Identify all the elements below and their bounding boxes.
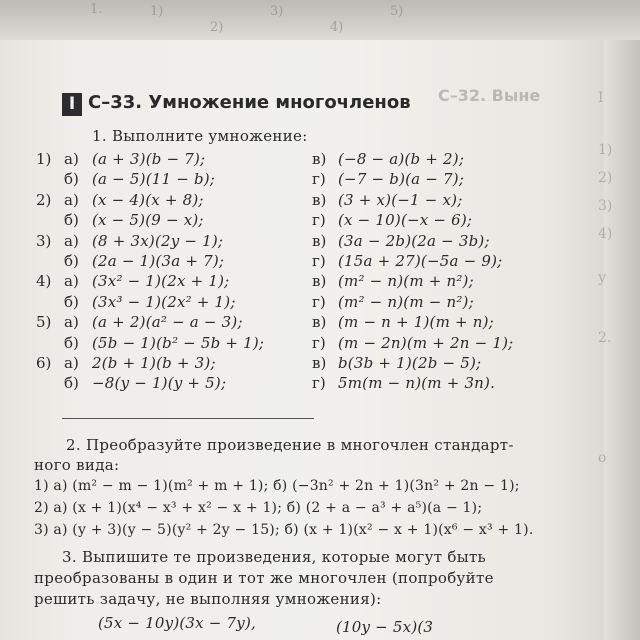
expression: (3 + x)(−1 − x); (338, 191, 463, 209)
task2-line: 1) а) (m² − m − 1)(m² + m + 1); б) (−3n² + 2n + 1)(3n² + 2n − 1); (34, 478, 520, 494)
item-label: в) (312, 354, 327, 372)
expression: (3x³ − 1)(2x² + 1); (92, 293, 236, 311)
expression: (m² − n)(m + n²); (338, 272, 474, 290)
previous-page-fragment: 4) (330, 20, 344, 35)
expression: (a + 3)(b − 7); (92, 150, 206, 168)
next-page-fragment: о (598, 450, 607, 466)
item-label: а) (64, 232, 79, 250)
next-page-fragment: у (598, 270, 607, 286)
next-page-fragment: 3) (598, 198, 613, 214)
expression: (3a − 2b)(2a − 3b); (338, 232, 490, 250)
next-page-fragment: 4) (598, 226, 613, 242)
task3-expression: (10y − 5x)(3 (336, 618, 434, 636)
item-label: в) (312, 232, 327, 250)
item-label: г) (312, 252, 326, 270)
item-label: г) (312, 374, 326, 392)
item-label: в) (312, 150, 327, 168)
next-page-fragment: 1) (598, 142, 613, 158)
expression: (a + 2)(a² − a − 3); (92, 313, 243, 331)
task2-heading-line1: 2. Преобразуйте произведение в многочлен стандарт- (66, 436, 514, 454)
task2-line: 2) а) (x + 1)(x⁴ − x³ + x² − x + 1); б) (2 + a − a³ + a⁵)(a − 1); (34, 500, 483, 516)
expression: 5m(m − n)(m + 3n). (338, 374, 496, 392)
item-label: а) (64, 150, 79, 168)
item-label: б) (64, 374, 79, 392)
task3-line1: 3. Выпишите те произведения, которые могут быть (62, 548, 487, 566)
problem-number: 6) (36, 354, 52, 372)
expression: (m − 2n)(m + 2n − 1); (338, 334, 514, 352)
item-label: а) (64, 313, 79, 331)
expression: (2a − 1)(3a + 7); (92, 252, 225, 270)
previous-page-fragment: 2) (210, 20, 224, 35)
item-label: б) (64, 334, 79, 352)
problem-number: 4) (36, 272, 52, 290)
divider-line (62, 418, 314, 419)
expression: (x − 4)(x + 8); (92, 191, 204, 209)
item-label: б) (64, 293, 79, 311)
task3-line3: решить задачу, не выполняя умножения): (34, 590, 382, 608)
problem-number: 1) (36, 150, 52, 168)
previous-page-header: С–32. Выне (438, 86, 541, 105)
previous-page-fragment: 5) (390, 4, 404, 19)
item-label: в) (312, 272, 327, 290)
item-label: в) (312, 191, 327, 209)
expression: (m − n + 1)(m + n); (338, 313, 494, 331)
expression: (3x² − 1)(2x + 1); (92, 272, 230, 290)
next-page-fragment: 2. (598, 330, 612, 346)
expression: (−8 − a)(b + 2); (338, 150, 465, 168)
previous-page-fragment: 3) (270, 4, 284, 19)
item-label: а) (64, 191, 79, 209)
previous-page-fragment: 1) (150, 4, 164, 19)
expression: (15a + 27)(−5a − 9); (338, 252, 503, 270)
task3-line2: преобразованы в один и тот же многочлен (попробуйте (34, 569, 494, 587)
expression: (m² − n)(m − n²); (338, 293, 474, 311)
expression: −8(y − 1)(y + 5); (92, 374, 227, 392)
item-label: г) (312, 293, 326, 311)
expression: (a − 5)(11 − b); (92, 170, 216, 188)
item-label: а) (64, 272, 79, 290)
problem-number: 5) (36, 313, 52, 331)
task2-heading-line2: ного вида: (34, 456, 120, 474)
task1-heading: 1. Выполните умножение: (92, 127, 308, 145)
problem-number: 2) (36, 191, 52, 209)
section-badge: I (62, 93, 82, 116)
section-title: С–33. Умножение многочленов (88, 92, 411, 113)
item-label: б) (64, 252, 79, 270)
task3-expression: (5x − 10y)(3x − 7y), (98, 614, 256, 632)
expression: (5b − 1)(b² − 5b + 1); (92, 334, 265, 352)
item-label: г) (312, 211, 326, 229)
expression: (8 + 3x)(2y − 1); (92, 232, 224, 250)
item-label: г) (312, 334, 326, 352)
expression: (−7 − b)(a − 7); (338, 170, 465, 188)
task2-line: 3) а) (y + 3)(y − 5)(y² + 2y − 15); б) (x + 1)(x² − x + 1)(x⁶ − x³ + 1). (34, 522, 534, 538)
next-page-fragment: 2) (598, 170, 613, 186)
item-label: г) (312, 170, 326, 188)
item-label: а) (64, 354, 79, 372)
expression: 2(b + 1)(b + 3); (92, 354, 216, 372)
expression: (x − 10)(−x − 6); (338, 211, 473, 229)
item-label: б) (64, 211, 79, 229)
next-page-fragment: I (598, 90, 604, 106)
expression: (x − 5)(9 − x); (92, 211, 204, 229)
item-label: в) (312, 313, 327, 331)
expression: b(3b + 1)(2b − 5); (338, 354, 482, 372)
previous-page-text: 1. (90, 2, 103, 17)
problem-number: 3) (36, 232, 52, 250)
item-label: б) (64, 170, 79, 188)
